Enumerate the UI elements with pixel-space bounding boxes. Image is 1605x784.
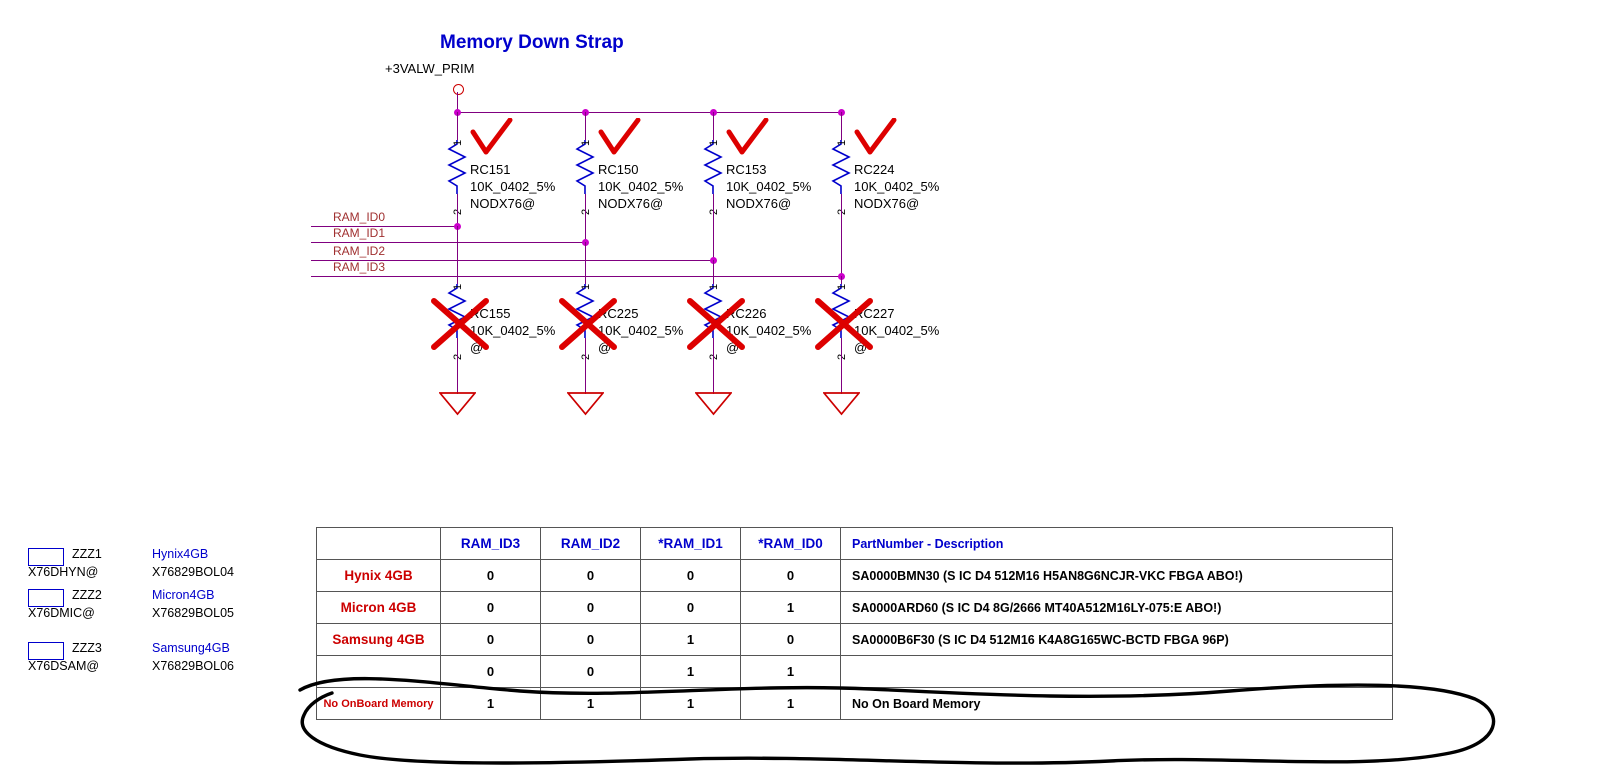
resistor-refdes: RC224	[854, 162, 895, 177]
wire-top-rail	[457, 112, 841, 113]
resistor-value: 10K_0402_5%	[470, 323, 556, 338]
row-label: Samsung 4GB	[317, 624, 441, 656]
wire-pulldown-top-2	[585, 242, 586, 284]
page-title: Memory Down Strap	[440, 32, 624, 53]
bit-value: 0	[441, 656, 541, 688]
legend-code: X76DMIC@	[28, 606, 95, 620]
column-header-ram-id1: *RAM_ID1	[641, 528, 741, 560]
legend-box-zzz1	[28, 548, 64, 566]
resistor-note: NODX76@	[598, 196, 664, 211]
resistor-note: @	[470, 340, 484, 355]
bit-value: 1	[441, 688, 541, 720]
column-header-ram-id2: RAM_ID2	[541, 528, 641, 560]
wire-pulldown-top-4	[841, 276, 842, 284]
legend-designator: ZZZ3	[72, 641, 102, 655]
resistor-value: 10K_0402_5%	[854, 179, 940, 194]
column-header-partnumber: PartNumber - Description	[841, 528, 1393, 560]
row-label: Micron 4GB	[317, 592, 441, 624]
resistor-symbol-rc151	[446, 140, 468, 194]
column-header-ram-id0: *RAM_ID0	[741, 528, 841, 560]
pin-number: 2	[452, 353, 464, 360]
bit-value: 0	[441, 592, 541, 624]
ground-symbol-icon	[567, 392, 604, 421]
resistor-refdes: RC227	[854, 306, 895, 321]
strap-configuration-table	[316, 527, 1393, 720]
checkmark-annotation-icon	[470, 118, 516, 163]
wire-pulldown-top-1	[457, 226, 458, 284]
bit-value: 0	[641, 592, 741, 624]
legend-partnumber: X76829BOL05	[152, 606, 235, 620]
bit-value: 0	[541, 560, 641, 592]
resistor-note: @	[854, 340, 868, 355]
table-row	[317, 688, 1393, 720]
resistor-refdes: RC150	[598, 162, 639, 177]
bit-value: 0	[441, 560, 541, 592]
column-header-blank	[317, 528, 441, 560]
pin-number: 2	[580, 353, 592, 360]
net-label-ram-id3: RAM_ID3	[333, 260, 386, 274]
pin-number: 1	[580, 139, 592, 146]
wire-mid-3	[713, 194, 714, 260]
row-description	[841, 656, 1393, 688]
resistor-value: 10K_0402_5%	[598, 323, 684, 338]
legend-designator: ZZZ1	[72, 547, 102, 561]
pin-number: 2	[452, 208, 464, 215]
pin-number: 1	[836, 283, 848, 290]
resistor-note: @	[598, 340, 612, 355]
pin-number: 2	[708, 208, 720, 215]
pin-number: 2	[836, 353, 848, 360]
wire-ram-id3	[311, 276, 841, 277]
wire-gnd-3	[713, 338, 714, 394]
resistor-symbol-rc225	[574, 284, 596, 338]
pin-number: 1	[708, 139, 720, 146]
pin-number: 2	[708, 353, 720, 360]
table-row	[317, 624, 1393, 656]
ground-symbol-icon	[439, 392, 476, 421]
resistor-note: @	[726, 340, 740, 355]
row-description: No On Board Memory	[841, 688, 1393, 720]
wire-pullup-top-3	[713, 112, 714, 140]
wire-gnd-2	[585, 338, 586, 394]
resistor-note: NODX76@	[854, 196, 920, 211]
resistor-value: 10K_0402_5%	[470, 179, 556, 194]
resistor-symbol-rc227	[830, 284, 852, 338]
ground-symbol-icon	[695, 392, 732, 421]
wire-gnd-1	[457, 338, 458, 394]
resistor-symbol-rc226	[702, 284, 724, 338]
resistor-value: 10K_0402_5%	[598, 179, 684, 194]
column-header-ram-id3: RAM_ID3	[441, 528, 541, 560]
resistor-note: NODX76@	[470, 196, 536, 211]
resistor-note: NODX76@	[726, 196, 792, 211]
bit-value: 1	[741, 656, 841, 688]
bit-value: 1	[541, 688, 641, 720]
wire-pullup-top-2	[585, 112, 586, 140]
bit-value: 1	[741, 592, 841, 624]
legend-partnumber: X76829BOL04	[152, 565, 235, 579]
bit-value: 0	[441, 624, 541, 656]
checkmark-annotation-icon	[598, 118, 644, 163]
wire-mid-1	[457, 194, 458, 226]
power-net-label: +3VALW_PRIM	[385, 61, 475, 76]
pin-number: 1	[708, 283, 720, 290]
net-label-ram-id2: RAM_ID2	[333, 244, 386, 258]
resistor-value: 10K_0402_5%	[854, 323, 940, 338]
table-header-row	[317, 528, 1393, 560]
resistor-symbol-rc150	[574, 140, 596, 194]
legend-designator: ZZZ2	[72, 588, 102, 602]
pin-number: 1	[452, 283, 464, 290]
resistor-refdes: RC153	[726, 162, 767, 177]
legend-partnumber: X76829BOL06	[152, 659, 235, 673]
table-row	[317, 560, 1393, 592]
pin-number: 1	[452, 139, 464, 146]
resistor-refdes: RC225	[598, 306, 639, 321]
bit-value: 0	[541, 656, 641, 688]
legend-part: Samsung4GB	[152, 641, 230, 655]
net-label-ram-id1: RAM_ID1	[333, 226, 386, 240]
ground-symbol-icon	[823, 392, 860, 421]
wire-pulldown-top-3	[713, 260, 714, 284]
resistor-refdes: RC155	[470, 306, 511, 321]
wire-pullup-top-4	[841, 112, 842, 140]
table-row	[317, 592, 1393, 624]
wire-ram-id1	[311, 242, 585, 243]
legend-code: X76DHYN@	[28, 565, 99, 579]
pin-number: 2	[580, 208, 592, 215]
resistor-symbol-rc224	[830, 140, 852, 194]
bit-value: 0	[541, 624, 641, 656]
pin-number: 2	[836, 208, 848, 215]
bit-value: 1	[641, 624, 741, 656]
resistor-value: 10K_0402_5%	[726, 323, 812, 338]
power-port-icon	[453, 84, 464, 95]
pin-number: 1	[580, 283, 592, 290]
row-label	[317, 656, 441, 688]
legend-part: Hynix4GB	[152, 547, 209, 561]
bit-value: 1	[641, 656, 741, 688]
resistor-symbol-rc153	[702, 140, 724, 194]
pin-number: 1	[836, 139, 848, 146]
row-label: No OnBoard Memory	[317, 688, 441, 720]
row-label: Hynix 4GB	[317, 560, 441, 592]
bit-value: 1	[741, 688, 841, 720]
bit-value: 1	[641, 688, 741, 720]
wire-mid-2	[585, 194, 586, 242]
legend-part: Micron4GB	[152, 588, 215, 602]
bit-value: 0	[541, 592, 641, 624]
wire-gnd-4	[841, 338, 842, 394]
resistor-refdes: RC151	[470, 162, 511, 177]
wire-pullup-top-1	[457, 112, 458, 140]
legend-box-zzz3	[28, 642, 64, 660]
checkmark-annotation-icon	[726, 118, 772, 163]
resistor-refdes: RC226	[726, 306, 767, 321]
bit-value: 0	[641, 560, 741, 592]
row-description: SA0000ARD60 (S IC D4 8G/2666 MT40A512M16LY-075:E ABO!)	[841, 592, 1393, 624]
row-description: SA0000B6F30 (S IC D4 512M16 K4A8G165WC-BCTD FBGA 96P)	[841, 624, 1393, 656]
row-description: SA0000BMN30 (S IC D4 512M16 H5AN8G6NCJR-VKC FBGA ABO!)	[841, 560, 1393, 592]
bit-value: 0	[741, 624, 841, 656]
legend-code: X76DSAM@	[28, 659, 100, 673]
resistor-value: 10K_0402_5%	[726, 179, 812, 194]
bit-value: 0	[741, 560, 841, 592]
legend-box-zzz2	[28, 589, 64, 607]
checkmark-annotation-icon	[854, 118, 900, 163]
resistor-symbol-rc155	[446, 284, 468, 338]
table-row	[317, 656, 1393, 688]
net-label-ram-id0: RAM_ID0	[333, 210, 386, 224]
wire-mid-4	[841, 194, 842, 276]
